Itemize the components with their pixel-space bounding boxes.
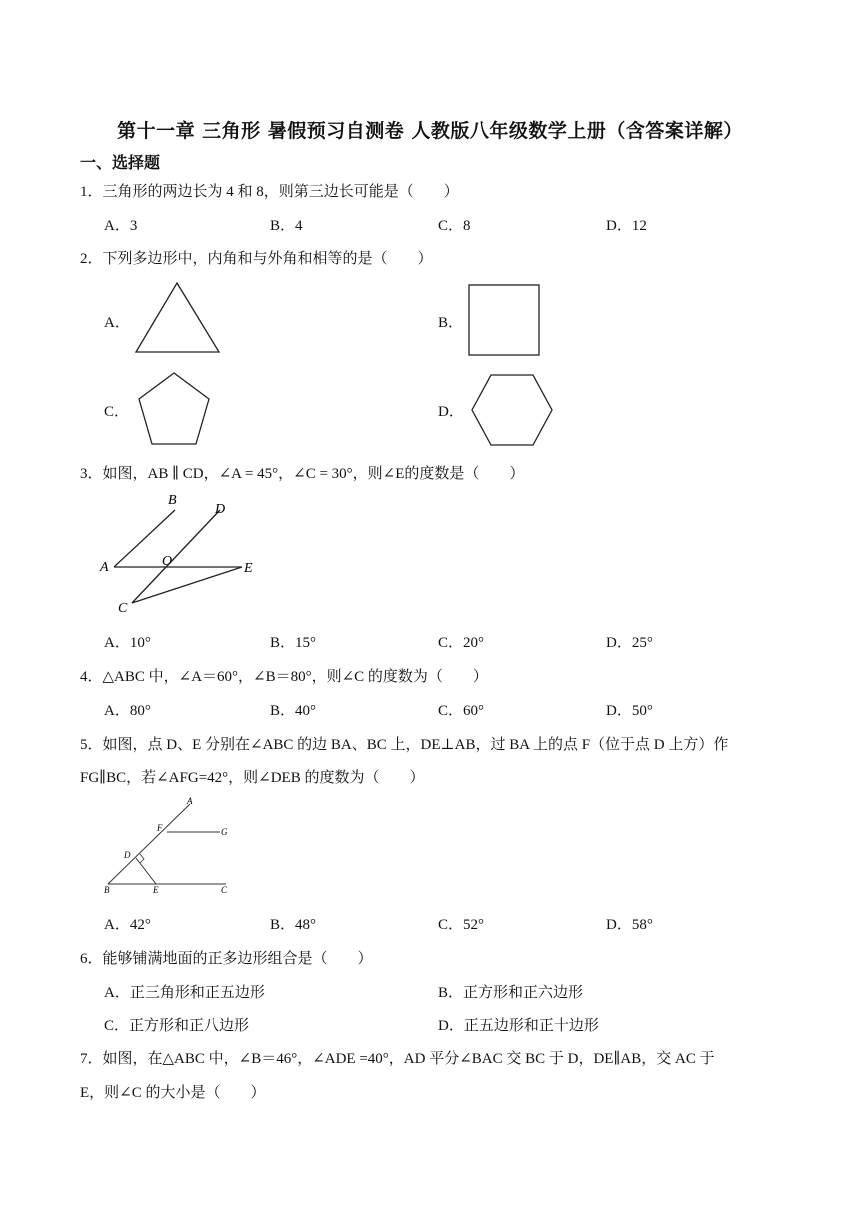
q2-option-c[interactable]: C． [104, 404, 130, 420]
hexagon-figure [469, 372, 555, 448]
q4-option-a[interactable]: A．80° [104, 703, 151, 719]
label-o: O [162, 554, 173, 569]
label-d: D [215, 502, 226, 517]
q3-option-a[interactable]: A．10° [104, 635, 151, 651]
q6-option-b[interactable]: B．正方形和正六边形 [438, 985, 584, 1001]
q3-option-b[interactable]: B．15° [270, 635, 317, 651]
q5-option-d[interactable]: D．58° [606, 917, 653, 933]
question-4-stem: 4．△ABC 中，∠A＝60°，∠B＝80°，则∠C 的度数为（ ） [80, 669, 488, 685]
question-6-stem: 6．能够铺满地面的正多边形组合是（ ） [80, 951, 373, 967]
label-d: D [124, 850, 131, 860]
q4-option-d[interactable]: D．50° [606, 703, 653, 719]
q1-option-a[interactable]: A．3 [104, 218, 138, 234]
q4-option-b[interactable]: B．40° [270, 703, 317, 719]
question-7-stem-line2: E，则∠C 的大小是（ ） [80, 1085, 266, 1101]
q1-option-d[interactable]: D．12 [606, 218, 647, 234]
q2-option-d[interactable]: D． [438, 404, 464, 420]
label-f: F [157, 823, 163, 833]
label-b: B [168, 493, 177, 508]
q6-option-a[interactable]: A．正三角形和正五边形 [104, 985, 265, 1001]
question-2-stem: 2．下列多边形中，内角和与外角和相等的是（ ） [80, 251, 433, 267]
q3-option-d[interactable]: D．25° [606, 635, 653, 651]
q6-option-c[interactable]: C．正方形和正八边形 [104, 1018, 250, 1034]
question-3-stem: 3．如图，AB ∥ CD，∠A = 45°，∠C = 30°，则∠E的度数是（ ） [80, 466, 525, 482]
q1-option-c[interactable]: C．8 [438, 218, 471, 234]
q4-option-c[interactable]: C．60° [438, 703, 485, 719]
question-5-stem-line1: 5．如图，点 D、E 分别在∠ABC 的边 BA、BC 上，DE⊥AB，过 BA 上的点 F（位于点 D 上方）作 [80, 737, 729, 753]
q6-option-d[interactable]: D．正五边形和正十边形 [438, 1018, 599, 1034]
pentagon-figure [136, 370, 212, 448]
label-c: C [221, 885, 228, 895]
triangle-figure [132, 280, 224, 356]
q5-option-a[interactable]: A．42° [104, 917, 151, 933]
q2-option-b[interactable]: B． [438, 315, 464, 331]
question-7-stem-line1: 7．如图，在△ABC 中，∠B＝46°，∠ADE =40°，AD 平分∠BAC 交 BC 于 D，DE∥AB，交 AC 于 [80, 1051, 715, 1067]
document-title: 第十一章 三角形 暑假预习自测卷 人教版八年级数学上册（含答案详解） [117, 120, 743, 142]
question-1-stem: 1．三角形的两边长为 4 和 8，则第三边长可能是（ ） [80, 184, 459, 200]
label-c: C [118, 601, 128, 616]
q1-option-b[interactable]: B．4 [270, 218, 303, 234]
q2-option-a[interactable]: A． [104, 315, 130, 331]
q3-option-c[interactable]: C．20° [438, 635, 485, 651]
label-a: A [187, 796, 193, 806]
label-b: B [104, 885, 110, 895]
label-e: E [153, 885, 159, 895]
square-figure [466, 282, 542, 358]
question-5-stem-line2: FG∥BC，若∠AFG=42°，则∠DEB 的度数为（ ） [80, 770, 425, 786]
label-a: A [100, 560, 109, 575]
angle-figure [100, 796, 240, 896]
q5-option-c[interactable]: C．52° [438, 917, 485, 933]
section-heading: 一、选择题 [80, 153, 161, 172]
label-g: G [221, 827, 228, 837]
parallel-lines-figure [96, 490, 266, 618]
q5-option-b[interactable]: B．48° [270, 917, 317, 933]
label-e: E [244, 561, 253, 576]
